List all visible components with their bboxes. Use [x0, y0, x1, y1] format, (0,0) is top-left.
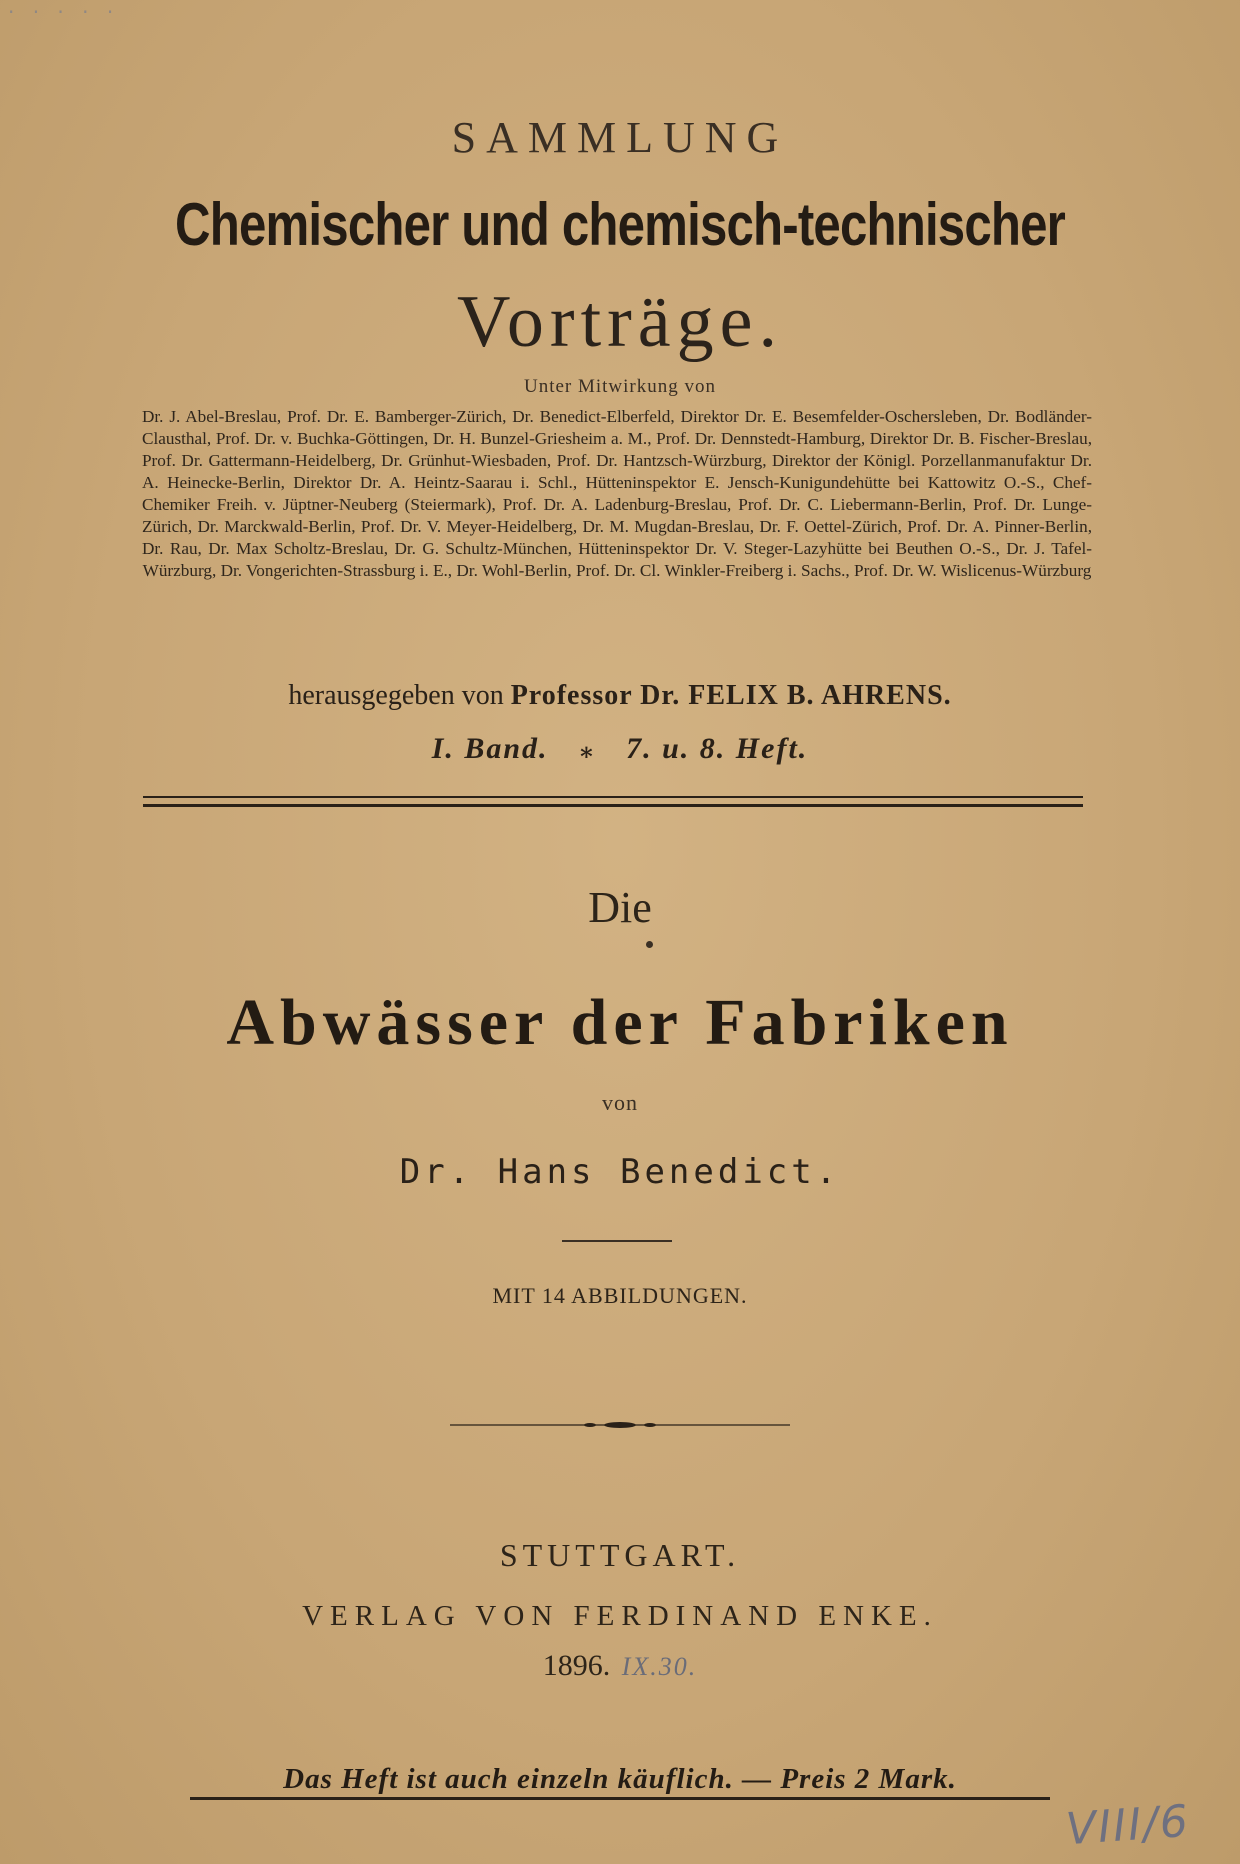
publisher: VERLAG VON FERDINAND ENKE.	[302, 1600, 938, 1632]
volume-line	[0, 732, 1240, 766]
editor-prefix: herausgegeben von	[288, 680, 504, 711]
notice-underline	[190, 1797, 1050, 1800]
double-rule-divider	[143, 796, 1083, 808]
article-article: Die	[588, 883, 652, 932]
contributors-list: Dr. J. Abel-Breslau, Prof. Dr. E. Bamberger-Zürich, Dr. Benedict-Elberfeld, Direktor Dr. E. Besemfelder-Oschersleben, Dr. Bodländer-Clausthal, Prof. Dr. v. Buchka-Göttingen, Dr. H. Bunzel-Griesheim a. M., Prof. Dr. Dennstedt-Hamburg, Direktor Dr. B. Fischer-Breslau, Prof. Dr. Gattermann-Heidelberg, Dr. Grünhut-Wiesbaden, Prof. Dr. Hantzsch-Würzburg, Direktor der Königl. Porzellanmanufaktur Dr. A. Heinecke-Berlin, Direktor Dr. A. Heintz-Saarau i. Schl., Hütteninspektor E. Jensch-Kunigundehütte bei Kattowitz O.-S., Chef-Chemiker Freih. v. Jüptner-Neuberg (Steiermark), Prof. Dr. A. Ladenburg-Breslau, Prof. Dr. C. Liebermann-Berlin, Prof. Dr. Lunge-Zürich, Dr. Marckwald-Berlin, Prof. Dr. V. Meyer-Heidelberg, Dr. M. Mugdan-Breslau, Dr. F. Oettel-Zürich, Prof. Dr. A. Pinner-Berlin, Dr. Rau, Dr. Max Scholtz-Breslau, Dr. G. Schultz-München, Hütteninspektor Dr. V. Steger-Lazyhütte bei Beuthen O.-S., Dr. J. Tafel-Würzburg, Dr. Vongerichten-Strassburg i. E., Dr. Wohl-Berlin, Prof. Dr. Cl. Winkler-Freiberg i. Sachs., Prof. Dr. W. Wislicenus-Würzburg	[142, 407, 1092, 580]
short-rule-divider	[562, 1240, 672, 1242]
editor-line	[0, 680, 1240, 712]
collection-title: Chemischer und chemisch-technischer	[175, 191, 1065, 258]
author-preposition: von	[602, 1090, 638, 1115]
volume-label: I. Band.	[431, 732, 549, 765]
sale-notice: Das Heft ist auch einzeln käuflich. — Preis 2 Mark.	[283, 1763, 957, 1795]
pencil-note: IX.30.	[621, 1652, 698, 1681]
lectures-title: Vorträge.	[457, 281, 783, 363]
issue-label: 7. u. 8. Heft.	[626, 732, 809, 765]
article-title: Abwässer der Fabriken	[226, 986, 1014, 1059]
pencil-edge-mark: · · · · ·	[8, 0, 120, 24]
ornamental-rule-icon	[450, 1418, 790, 1432]
asterism-icon: ⁎	[580, 738, 595, 764]
publication-year-line	[0, 1649, 1240, 1683]
illustrations-note: MIT 14 ABBILDUNGEN.	[492, 1283, 748, 1308]
contributors-intro: Unter Mitwirkung von	[523, 376, 717, 397]
article-author: Dr. Hans Benedict.	[399, 1152, 841, 1192]
series-title: SAMMLUNG	[451, 113, 789, 162]
shelf-mark: VIII/6	[1064, 1795, 1192, 1856]
publication-place: STUTTGART.	[499, 1537, 741, 1573]
editor-name: Professor Dr. FELIX B. AHRENS.	[510, 680, 952, 711]
publication-year: 1896.	[542, 1649, 611, 1682]
dot-ornament	[646, 941, 653, 948]
